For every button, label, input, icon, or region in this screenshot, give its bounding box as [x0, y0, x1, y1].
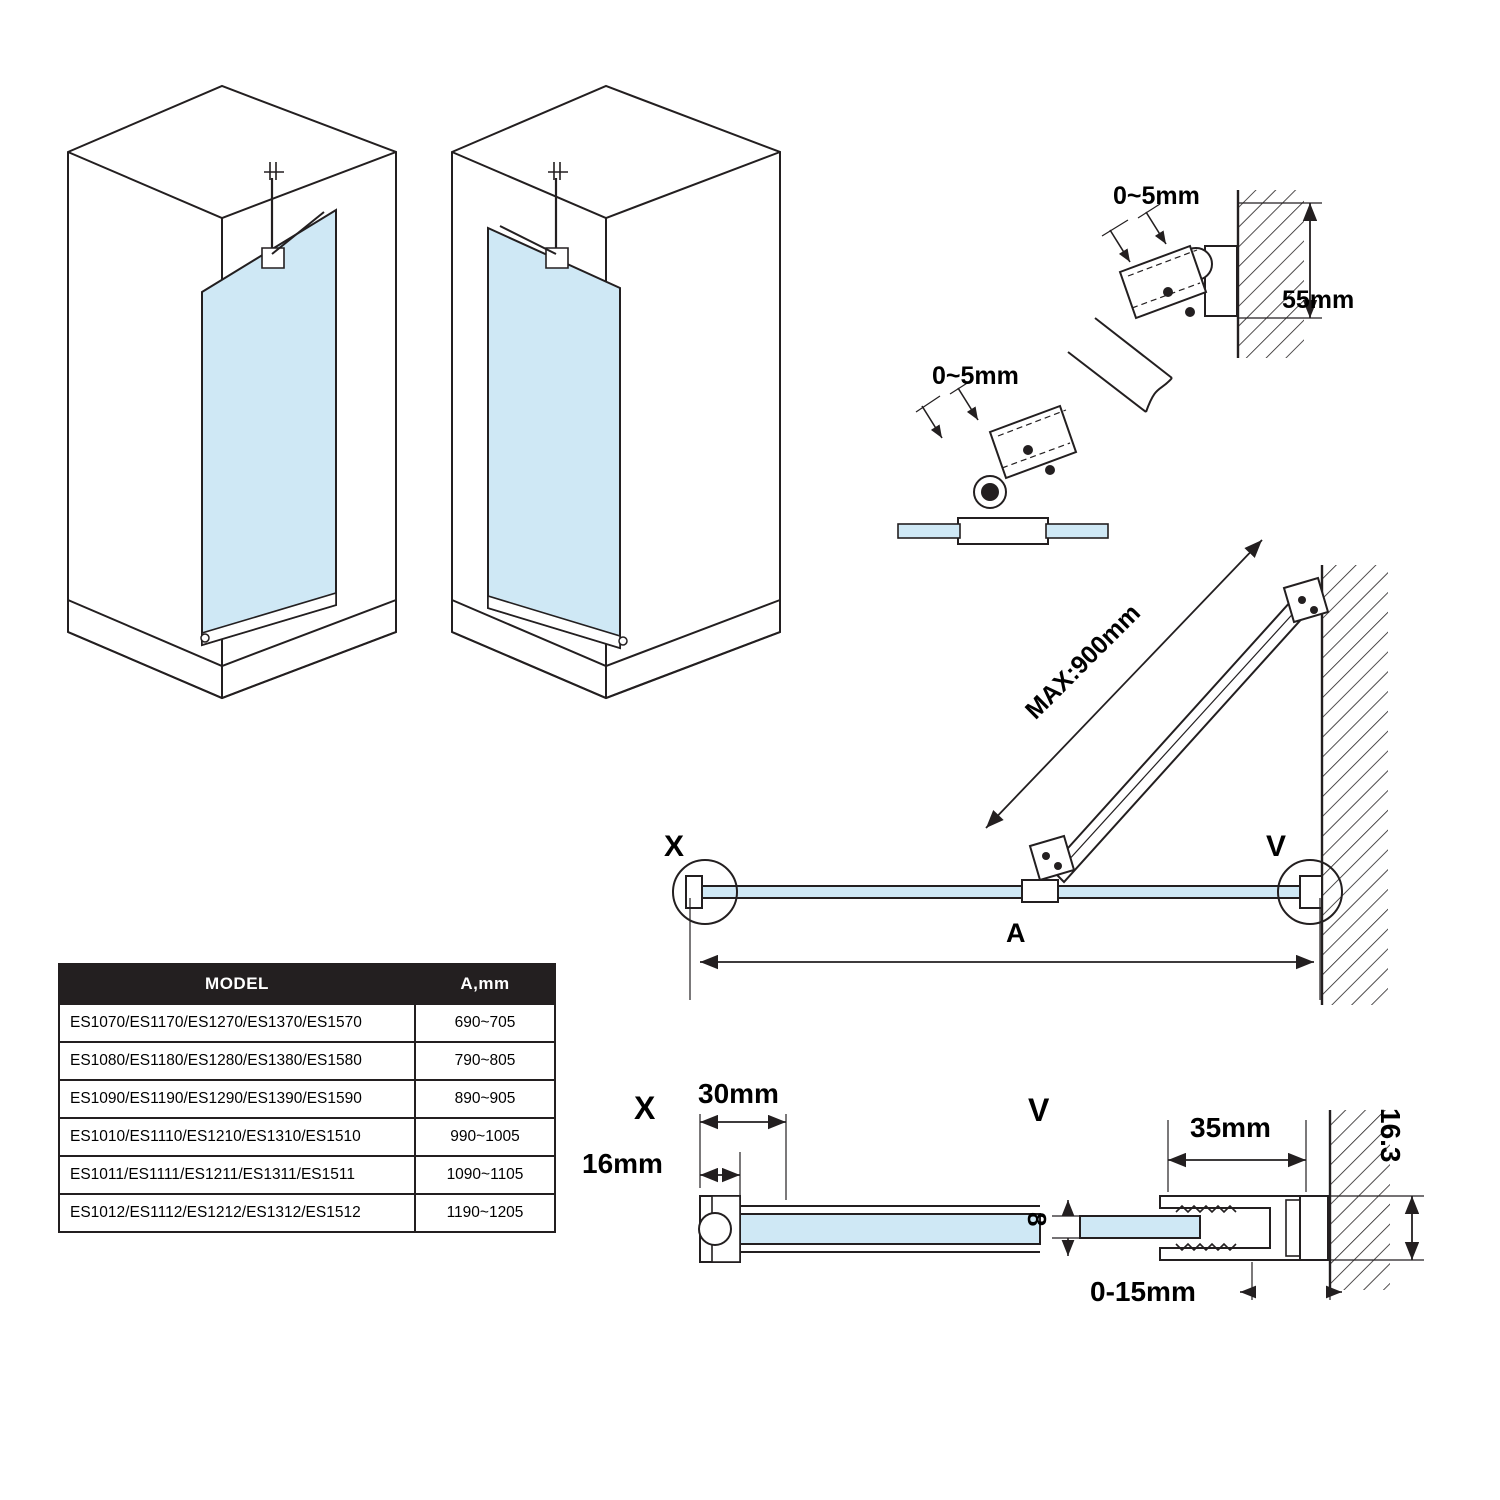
dim-profile-v-width-label: 35mm	[1190, 1112, 1271, 1143]
callout-v-detail-label: V	[1028, 1092, 1050, 1128]
cell-a: 1090~1105	[415, 1156, 555, 1194]
table-row	[59, 1156, 555, 1194]
section-v-detail	[1052, 1110, 1424, 1300]
table-header-row	[59, 964, 555, 1004]
dim-width-a-label: A	[1006, 918, 1026, 948]
cell-model: ES1070/ES1170/ES1270/ES1370/ES1570	[59, 1004, 415, 1042]
cell-a: 990~1005	[415, 1118, 555, 1156]
dim-gap-bottom-label: 0~5mm	[932, 362, 1019, 390]
callout-v-plan-label: V	[1266, 830, 1287, 863]
dim-max-bar-length-label: MAX:900mm	[1020, 598, 1146, 725]
cell-model: ES1010/ES1110/ES1210/ES1310/ES1510	[59, 1118, 415, 1156]
dim-gap-top-label: 0~5mm	[1113, 182, 1200, 210]
cell-model: ES1090/ES1190/ES1290/ES1390/ES1590	[59, 1080, 415, 1118]
cell-model: ES1011/ES1111/ES1211/ES1311/ES1511	[59, 1156, 415, 1194]
cell-a: 890~905	[415, 1080, 555, 1118]
table-row	[59, 1118, 555, 1156]
enclosure-view-right	[452, 86, 780, 698]
cell-model: ES1012/ES1112/ES1212/ES1312/ES1512	[59, 1194, 415, 1232]
model-dimension-table	[58, 963, 556, 1233]
header-a: A,mm	[415, 964, 555, 1004]
callout-x-detail-label: X	[634, 1090, 656, 1126]
cell-a: 1190~1205	[415, 1194, 555, 1232]
table-row	[59, 1004, 555, 1042]
table-row	[59, 1042, 555, 1080]
dim-profile-x-inner-label: 16mm	[582, 1148, 663, 1179]
cell-a: 790~805	[415, 1042, 555, 1080]
dim-wall-adjust-label: 0-15mm	[1090, 1276, 1196, 1307]
bar-bracket-detail	[898, 190, 1322, 544]
dim-profile-v-height-label: 16.3	[1375, 1108, 1406, 1163]
enclosure-view-left	[68, 86, 396, 698]
table-row	[59, 1194, 555, 1232]
dim-bracket-height-label: 55mm	[1282, 286, 1355, 314]
dim-glass-thickness-label: 8	[1022, 1212, 1052, 1227]
section-x-detail	[699, 1114, 1040, 1262]
table-row	[59, 1080, 555, 1118]
dim-profile-x-outer-label: 30mm	[698, 1078, 779, 1109]
cell-model: ES1080/ES1180/ES1280/ES1380/ES1580	[59, 1042, 415, 1080]
cell-a: 690~705	[415, 1004, 555, 1042]
callout-x-plan-label: X	[664, 830, 685, 863]
header-model: MODEL	[59, 964, 415, 1004]
